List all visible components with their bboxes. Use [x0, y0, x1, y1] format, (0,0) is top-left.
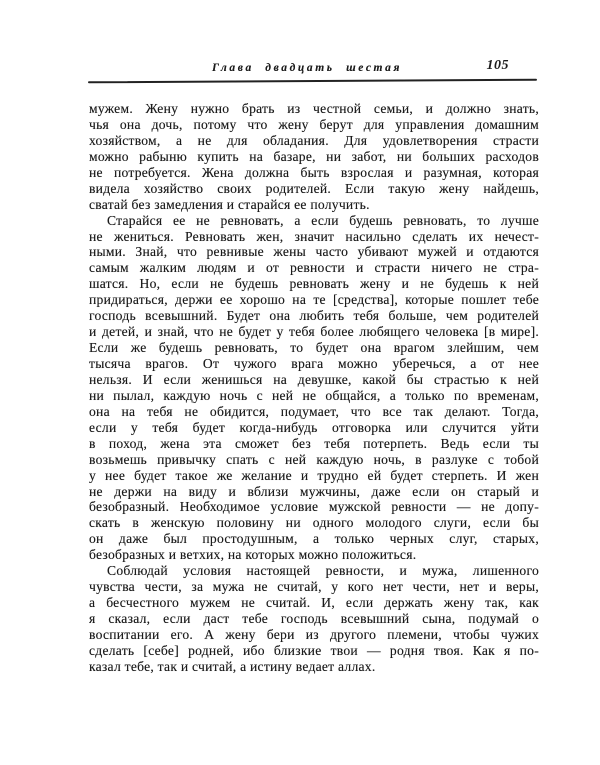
paragraph	[89, 213, 539, 564]
text-line: в поход, жена эта сможет без тебя потерпеть. Ведь если ты	[89, 435, 539, 451]
text-line: а бесчестного мужем не считай. И, если держать жену так, как	[89, 595, 539, 611]
text-line: чья она дочь, потому что жену берут для управления домашним	[89, 116, 539, 132]
text-line: самым жалким людям и от ревности и страсти ничего не стра-	[89, 260, 539, 276]
text-line: возьмешь привычку спать с ней каждую ночь, в разлуке с тобой	[89, 451, 539, 467]
text-line: хозяйством, а не для обладания. Для удовлетворения страсти	[89, 132, 539, 148]
text-line: Если же будешь ревновать, то будет она врагом злейшим, чем	[89, 340, 539, 356]
page-number: 105	[486, 58, 509, 73]
text-line: нельзя. И если женишься на девушке, какой бы страстью к ней	[89, 371, 539, 387]
text-line: не держи на виду и вблизи мужчины, даже если он старый и	[89, 483, 539, 499]
text-line: казал тебе, так и считай, а истину ведает аллах.	[89, 658, 376, 674]
text-line: придираться, держи ее хорошо на те [средства], которые пошлет тебе	[89, 292, 539, 308]
body-text	[89, 101, 539, 675]
text-line: шатся. Но, если не будешь ревновать жену и не будешь к ней	[89, 276, 539, 292]
text-line: не жениться. Ревновать жен, значит насильно сделать их нечест-	[89, 228, 539, 244]
text-line: сделать [себе] родней, ибо близкие твои — родня твоя. Как я по-	[89, 642, 539, 658]
text-line: и детей, и знай, что не будет у тебя более любящего человека [в мире].	[89, 324, 539, 340]
chapter-title: Глава двадцать шестая	[212, 62, 402, 74]
text-line: ни пылал, каждую ночь с ней не общайся, а только по временам,	[89, 387, 539, 403]
text-line: у нее будет такое же желание и трудно ей будет стерпеть. И жен	[89, 467, 539, 483]
text-line: он даже был простодушным, а только черных слуг, старых,	[89, 531, 539, 547]
header-rule	[88, 79, 537, 83]
text-line: Старайся ее не ревновать, а если будешь ревновать, то лучше	[107, 212, 539, 228]
text-line: видела хозяйство своих родителей. Если такую жену найдешь,	[89, 180, 539, 196]
paragraph	[89, 563, 539, 675]
text-line: господь всевышний. Будет она любить тебя больше, чем родителей	[89, 308, 539, 324]
text-line: Соблюдай условия настоящей ревности, и мужа, лишенного	[107, 563, 539, 579]
text-line: воспитании его. А жену бери из другого племени, чтобы чужих	[89, 626, 539, 642]
text-line: чувства чести, за мужа не считай, у кого нет чести, нет и веры,	[89, 579, 539, 595]
text-line: можно рабыню купить на базаре, ни забот, ни больших расходов	[89, 148, 539, 164]
text-line: если у тебя будет когда-нибудь отговорка или случится уйти	[89, 419, 539, 435]
text-line: не потребуется. Жена должна быть взрослая и разумная, которая	[89, 164, 539, 180]
text-line: скать в женскую половину ни одного молодого слуги, если бы	[89, 515, 539, 531]
text-line: безобразных и ветхих, на которых можно положиться.	[89, 547, 417, 563]
text-line: она на тебя не обидится, подумает, что все так делают. Тогда,	[89, 403, 539, 419]
text-line: сватай без замедления и старайся ее получить.	[89, 196, 370, 212]
text-line: тысяча врагов. От чужого врага можно уберечься, а от нее	[89, 356, 539, 371]
text-line: я сказал, если даст тебе господь всевышний сына, подумай о	[89, 611, 539, 626]
running-header	[88, 60, 538, 78]
text-line: безобразный. Необходимое условие мужской ревности — не допу-	[89, 499, 539, 515]
text-line: мужем. Жену нужно брать из честной семьи, и должно знать,	[89, 101, 539, 116]
text-line: ными. Знай, что ревнивые жены часто убивают мужей и отдаются	[89, 244, 539, 260]
paragraph	[89, 101, 539, 213]
